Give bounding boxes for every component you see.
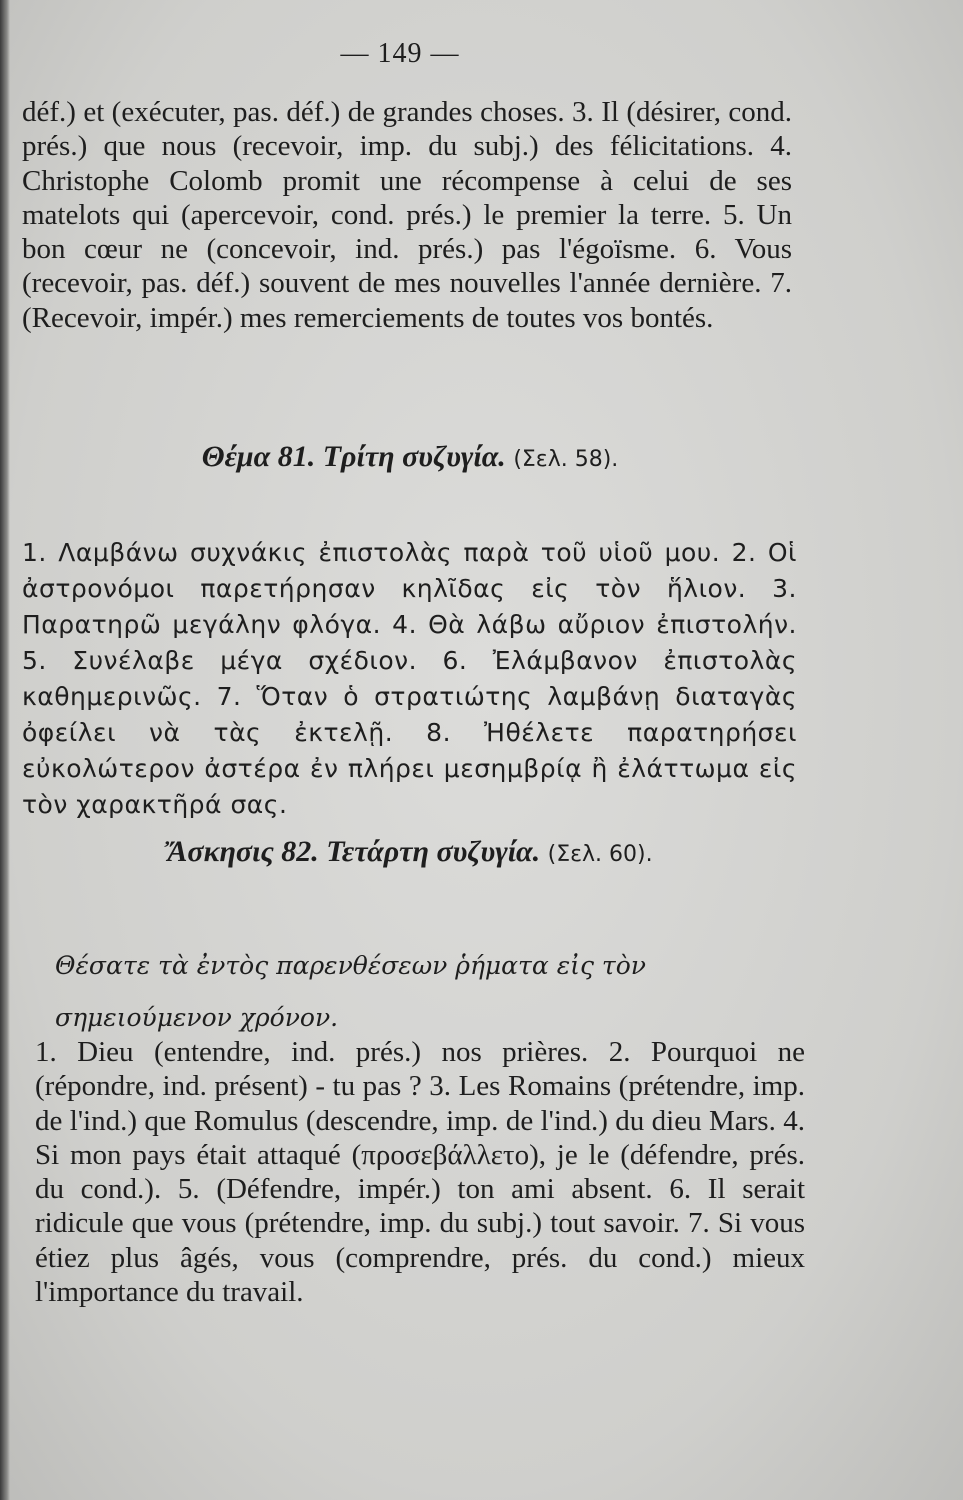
exercise-82-title: Ἄσκησις 82. Τετάρτη συζυγία. [167,835,541,868]
exercise-82-heading [0,835,820,869]
page-binding-edge [0,0,10,1500]
exercise-81-title: Θέμα 81. Τρίτη συζυγία. [201,440,506,473]
french-exercise-82-text: 1. Dieu (entendre, ind. prés.) nos prières. 2. Pourquoi ne (répondre, ind. présent) - tu pas ? 3. Les Romains (prétendre, imp. de l'ind.) que Romulus (descendre, imp. de l'ind.) du dieu Mars. 4. Si mon pays était attaqué (προσεβάλλετο), je le (défendre, prés. du cond.). 5. (Défendre, impér.) ton ami absent. 6. Il serait ridicule que vous (prétendre, imp. du subj.) tout savoir. 7. Si vous étiez plus âgés, vous (comprendre, prés. du cond.) mieux l'importance du travail. [35,1036,805,1309]
french-exercise-continuation: déf.) et (exécuter, pas. déf.) de grandes choses. 3. Il (désirer, cond. prés.) que nous (recevoir, imp. du subj.) des félicitations. 4. Christophe Colomb promit une récompense à celui de ses matelots qui (apercevoir, cond. prés.) le premier la terre. 5. Un bon cœur ne (concevoir, ind. prés.) pas l'égoïsme. 6. Vous (recevoir, pas. déf.) souvent de mes nouvelles l'année dernière. 7. (Recevoir, impér.) mes remerciements de toutes vos bontés. [22,96,792,334]
page-number: — 149 — [340,38,460,69]
exercise-82-page-ref: (Σελ. 60). [547,842,653,867]
exercise-82-instruction: Θέσατε τὰ ἐντὸς παρενθέσεων ῥήματα εἰς τὸν σημειούμενον χρόνον. [55,951,646,1032]
exercise-81-page-ref: (Σελ. 58). [513,447,619,472]
exercise-81-heading [0,440,820,474]
greek-exercise-81-text: 1. Λαμβάνω συχνάκις ἐπιστολὰς παρὰ τοῦ υἱοῦ μου. 2. Οἱ ἀστρονόμοι παρετήρησαν κηλῖδας εἰς τὸν ἥλιον. 3. Παρατηρῶ μεγάλην φλόγα. 4. Θὰ λάβω αὔριον ἐπιστολήν. 5. Συνέλαβε μέγα σχέδιον. 6. Ἐλάμβανον ἐπιστολὰς καθημερινῶς. 7. Ὅταν ὁ στρατιώτης λαμβάνῃ διαταγὰς ὀφείλει νὰ τὰς ἐκτελῇ. 8. Ἠθέλετε παρατηρήσει εὐκολώτερον ἀστέρα ἐν πλήρει μεσημβρίᾳ ἢ ἐλάττωμα εἰς τὸν χαρακτῆρά σας. [22,538,797,819]
